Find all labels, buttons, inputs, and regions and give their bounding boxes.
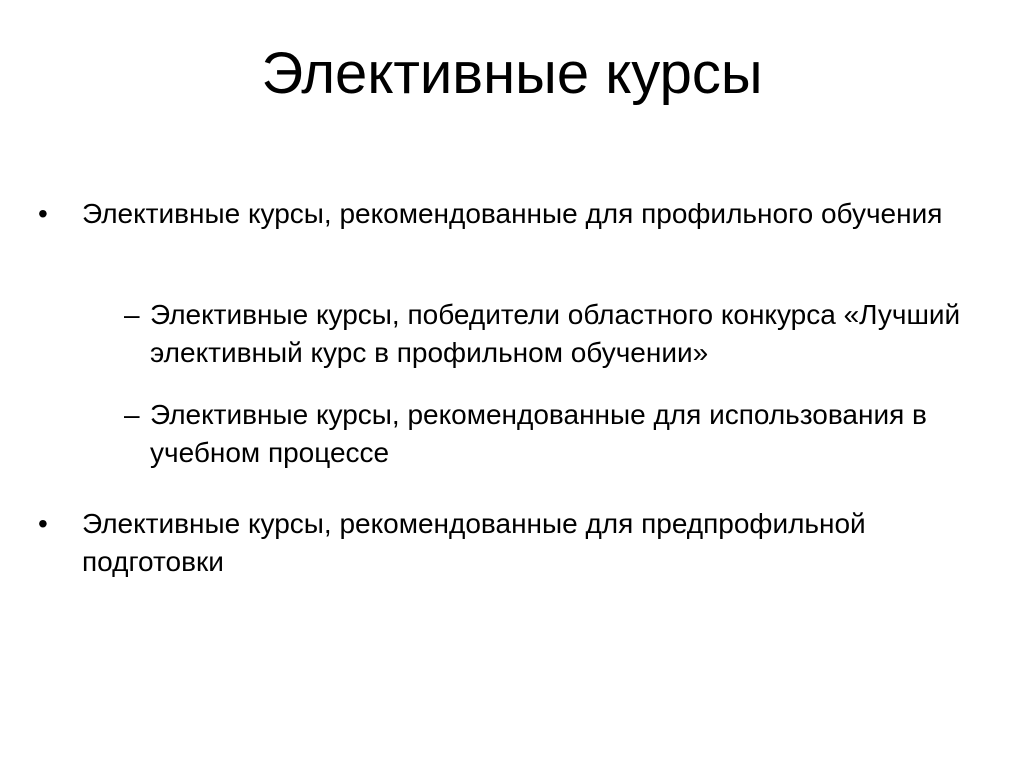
slide-title: Элективные курсы bbox=[261, 41, 763, 106]
dash-marker: – bbox=[124, 399, 140, 430]
sub-item-text: Элективные курсы, победители областного конкурса «Лучший элективный курс в профильном обучении» bbox=[150, 299, 961, 368]
bullet-marker: • bbox=[38, 198, 48, 229]
dash-marker: – bbox=[124, 299, 140, 330]
bullet-item-profile-education bbox=[38, 195, 988, 233]
bullet-text: Элективные курсы, рекомендованные для профильного обучения bbox=[82, 198, 943, 229]
bullet-item-pre-profile-training bbox=[38, 505, 988, 581]
sub-item-learning-process bbox=[124, 396, 1004, 472]
bullet-text: Элективные курсы, рекомендованные для предпрофильной подготовки bbox=[82, 508, 866, 577]
sub-item-text: Элективные курсы, рекомендованные для использования в учебном процессе bbox=[150, 399, 927, 468]
sub-item-contest-winners bbox=[124, 296, 1004, 372]
bullet-marker: • bbox=[38, 508, 48, 539]
